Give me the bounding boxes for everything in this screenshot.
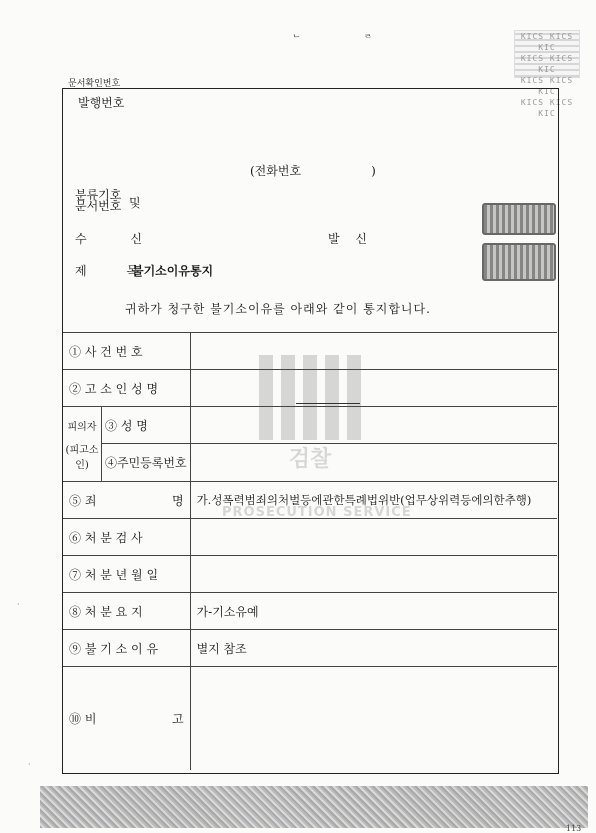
phone-label: (전화번호 [250, 164, 302, 178]
table-row [63, 667, 557, 770]
stamp-row: KICS KICS KIC [520, 98, 574, 118]
table-row [63, 593, 557, 630]
crime-label [63, 482, 190, 519]
table-row [63, 630, 557, 667]
scan-marks: ᄂ ᄅ [292, 35, 403, 45]
stamp-row: KICS KICS KIC [520, 76, 574, 96]
signature-line [296, 403, 360, 404]
document-confirm-number-label: 문서확인번호 [68, 79, 121, 89]
stamp-row: KICS KICS KIC [520, 54, 574, 74]
remarks-label-end: 고 [171, 711, 184, 726]
name-label: ③ 성 명 [102, 407, 191, 444]
remarks-value [190, 667, 557, 770]
table-row [63, 482, 557, 519]
sender-label: 발 신 [328, 232, 373, 246]
official-seal-top [482, 203, 556, 235]
table-row [63, 556, 557, 593]
intro-sentence: 귀하가 청구한 불기소이유를 아래와 같이 통지합니다. [125, 302, 431, 316]
security-stamp [514, 30, 580, 118]
crime-label-end: 명 [171, 493, 184, 508]
complainant-value [190, 370, 557, 407]
non-indictment-reason-value: 별지 참조 [190, 630, 557, 667]
table-row [63, 407, 557, 444]
watermark-subtitle: PROSECUTION SERVICE [222, 505, 412, 520]
prosecutor-value [190, 519, 557, 556]
category-and: 및 [129, 196, 141, 210]
subject-value: 불기소이유통지 [132, 264, 214, 278]
scan-noise-strip [40, 786, 588, 828]
crime-value: 가.성폭력범죄의처벌등에관한특례법위반(업무상위력등에의한추행) [190, 482, 557, 519]
subject-label: 제 목 [75, 264, 156, 278]
complainant-label: ② 고 소 인 성 명 [63, 370, 190, 407]
case-number-value [190, 333, 557, 370]
table-row [63, 519, 557, 556]
disposition-summary-value: 가-기소유예 [190, 593, 557, 630]
non-indictment-reason-label: ⑨ 불 기 소 이 유 [63, 630, 190, 667]
category-line-1: 분류기호 [75, 188, 122, 202]
remarks-label-start: ⑩ 비 [69, 711, 97, 726]
page-mark: 113 [566, 824, 582, 833]
prosecutor-label: ⑥ 처 분 검 사 [63, 519, 190, 556]
disposition-date-value [190, 556, 557, 593]
table-row [63, 370, 557, 407]
recipient-label: 수 신 [75, 232, 162, 246]
notice-table [63, 332, 557, 770]
table-row [63, 444, 557, 482]
crime-label-start: ⑤ 죄 [69, 493, 97, 508]
table-row [63, 333, 557, 370]
remarks-label [63, 667, 190, 770]
disposition-date-label: ⑦ 처 분 년 월 일 [63, 556, 190, 593]
official-seal-bottom [482, 243, 556, 281]
watermark-title: 검찰 [288, 447, 332, 472]
suspect-alt-text: (피고소인) [65, 444, 99, 471]
issue-number-label: 발행번호 [78, 96, 125, 110]
case-number-label: ① 사 건 번 호 [63, 333, 190, 370]
disposition-summary-label: ⑧ 처 분 요 지 [63, 593, 190, 630]
stamp-row: KICS KICS KIC [520, 32, 574, 52]
phone-number-line [250, 162, 376, 179]
name-value [190, 407, 557, 444]
category-label [75, 190, 121, 212]
category-line-2: 문서번호 [75, 199, 122, 213]
phone-close: ) [371, 164, 376, 178]
scan-fleck: · [28, 760, 31, 769]
scan-fleck: · [17, 600, 20, 609]
suspect-label [63, 407, 102, 482]
suspect-text: 피의자 [67, 421, 97, 433]
rrn-label: ④주민등록번호 [102, 444, 191, 482]
rrn-value [190, 444, 557, 482]
